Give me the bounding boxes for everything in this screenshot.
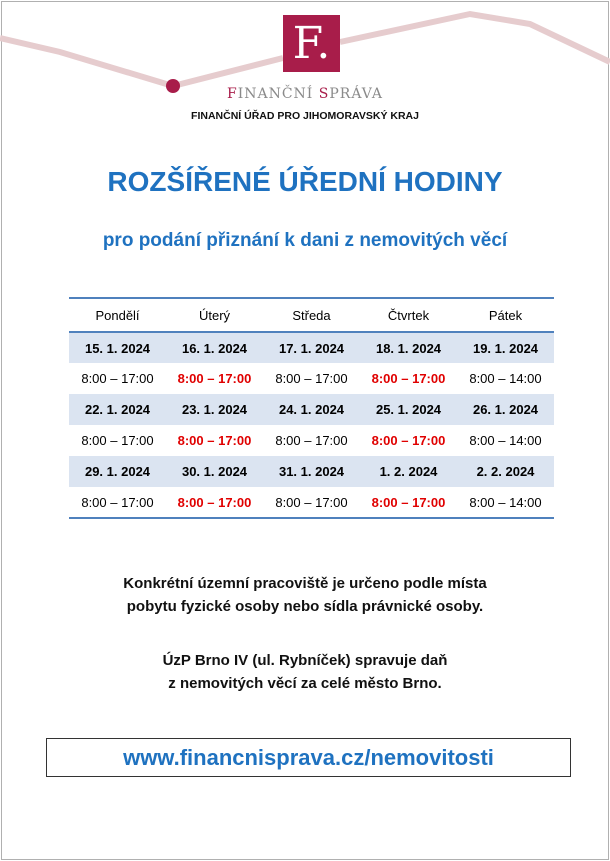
hours-table xyxy=(69,297,554,519)
website-link[interactable]: www.financnisprava.cz/nemovitosti xyxy=(46,738,571,777)
date-cell: 17. 1. 2024 xyxy=(263,332,360,363)
note-workplace xyxy=(0,572,610,618)
page-subtitle: pro podání přiznání k dani z nemovitých věcí xyxy=(102,230,508,251)
date-cell: 31. 1. 2024 xyxy=(263,456,360,487)
hours-cell: 8:00 – 17:00 xyxy=(81,433,154,448)
day-header: Pondělí xyxy=(69,298,166,332)
date-cell: 15. 1. 2024 xyxy=(69,332,166,363)
hours-cell: 8:00 – 17:00 xyxy=(371,494,446,510)
dates-row xyxy=(69,394,554,425)
date-cell: 22. 1. 2024 xyxy=(69,394,166,425)
note-line: ÚzP Brno IV (ul. Rybníček) spravuje daň xyxy=(162,652,448,669)
hours-cell: 8:00 – 14:00 xyxy=(469,371,542,386)
hours-cell: 8:00 – 17:00 xyxy=(371,371,446,386)
hours-cell: 8:00 – 17:00 xyxy=(177,494,252,510)
hours-cell: 8:00 – 17:00 xyxy=(371,433,446,448)
date-cell: 24. 1. 2024 xyxy=(263,394,360,425)
hours-cell: 8:00 – 17:00 xyxy=(177,371,252,386)
hours-cell: 8:00 – 17:00 xyxy=(177,433,252,448)
hours-row xyxy=(69,363,554,394)
date-cell: 18. 1. 2024 xyxy=(360,332,457,363)
date-cell: 25. 1. 2024 xyxy=(360,394,457,425)
office-name: FINANČNÍ ÚŘAD PRO JIHOMORAVSKÝ KRAJ xyxy=(191,110,419,122)
date-cell: 16. 1. 2024 xyxy=(166,332,263,363)
page-title: ROZŠÍŘENÉ ÚŘEDNÍ HODINY xyxy=(107,166,503,197)
note-line: z nemovitých věcí za celé město Brno. xyxy=(168,675,442,692)
date-cell: 29. 1. 2024 xyxy=(69,456,166,487)
date-cell: 30. 1. 2024 xyxy=(166,456,263,487)
logo: F. xyxy=(283,15,340,72)
note-line: Konkrétní územní pracoviště je určeno podle místa xyxy=(123,575,487,592)
date-cell: 2. 2. 2024 xyxy=(457,456,554,487)
hours-cell: 8:00 – 17:00 xyxy=(275,433,348,448)
date-cell: 1. 2. 2024 xyxy=(360,456,457,487)
day-header: Úterý xyxy=(166,298,263,332)
date-cell: 23. 1. 2024 xyxy=(166,394,263,425)
hours-cell: 8:00 – 14:00 xyxy=(469,494,542,510)
dates-row xyxy=(69,332,554,363)
hours-cell: 8:00 – 14:00 xyxy=(469,433,542,448)
hours-row xyxy=(69,487,554,518)
dates-row xyxy=(69,456,554,487)
hours-cell: 8:00 – 17:00 xyxy=(275,494,348,510)
day-header: Středa xyxy=(263,298,360,332)
note-brno xyxy=(0,649,610,695)
date-cell: 26. 1. 2024 xyxy=(457,394,554,425)
brand-name: FINANČNÍ SPRÁVA xyxy=(226,86,384,102)
date-cell: 19. 1. 2024 xyxy=(457,332,554,363)
day-header: Pátek xyxy=(457,298,554,332)
day-header: Čtvrtek xyxy=(360,298,457,332)
note-line: pobytu fyzické osoby nebo sídla právnické osoby. xyxy=(126,598,484,615)
hours-row xyxy=(69,425,554,456)
hours-cell: 8:00 – 17:00 xyxy=(275,371,348,386)
hours-cell: 8:00 – 17:00 xyxy=(81,371,154,386)
hours-cell: 8:00 – 17:00 xyxy=(81,494,154,510)
